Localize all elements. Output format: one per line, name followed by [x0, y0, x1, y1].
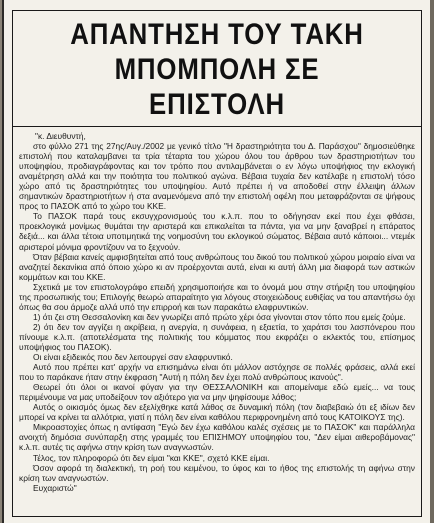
page-fold-shadow — [2, 0, 4, 523]
headline-line-2: ΜΠΟΜΠΟΛΗ ΣΕ ΕΠΙΣΤΟΛΗ — [114, 53, 320, 121]
list-item-2: 2) ότι δεν τον αγγίζει η ακρίβεια, η ανεργία, η συνάφεια, η εξαετία, το χαράτσι του λασπόνερου που πίνουμε κ.λ.π. (αποτελέσματα της πολιτικής του κόμματος που εκφράζει ο εκλεκτός του, επίσημος υποψήφιος του ΠΑΣΟΚ). — [19, 321, 415, 352]
headline-divider — [13, 126, 421, 127]
paragraph: Το ΠΑΣΟΚ παρά τους εκσυγχρονισμούς του κ.λ.π. που το οδήγησαν εκεί που έχει φθάσει, προεκλογικά μονίμως θυμάται την αριστερά και επικαλείται τα πάντα, για να μην ξαναβρεί η επάρατος δεξιά... και άλλα τέτοια υποτιμητικά της νοημοσύνη του εκλογικού σώματος. Βέβαια αυτό κάποιοι... ντεμέκ αριστεροί μόνιμα φροντίζουν να το ξεχνούν. — [19, 211, 415, 252]
paragraph: Τέλος, τον πληροφορώ ότι δεν είμαι "και ΚΚΕ", σχετό ΚΚΕ είμαι. — [33, 452, 270, 463]
list-item-1: 1) ότι ζει στη Θεσσαλονίκη και δεν γνωρίζει από πρώτο χέρι όσα γίνονται στον τόπο που εμείς ζούμε. — [33, 311, 406, 322]
headline — [47, 17, 388, 122]
article-body — [19, 131, 415, 493]
paragraph-signoff: Ευχαριστώ" — [33, 482, 77, 493]
paragraph: Θεωρεί ότι όλοι οι ικανοί φύγαν για την ΘΕΣΣΑΛΟΝΙΚΗ και απομείναμε εδώ εμείς... να τους περιμένουμε να μας υποδείξουν τον αξιότερο για να μην ψηφίσουμε λάθος; — [19, 382, 415, 403]
paragraph: Οι είναι εξιδεικός που δεν λειτουργεί σαν ελαφρυντικό. — [33, 352, 233, 363]
paragraph: Όταν βέβαια κανείς αμφισβητείται από τους ανθρώπους του δικού του πολιτικού χώρου μοιραίο είναι να αναζητεί δεκανίκια από όποιο χώρο κι αν προέρχονται αυτά, είναι κι αυτή άλλη μια διαφορά των αστικών κομμάτων και του ΚΚΕ. — [19, 251, 415, 282]
paragraph-greeting: "κ. Διευθυντή, — [35, 131, 86, 141]
paragraph: Μικροαστοχίες όπως η αντίφαση "Εγώ δεν έχω καθόλου καλές σχέσεις με το ΠΑΣΟΚ" και παράλληλα ανοιχτή δημόσια συνύπαρξη στης γραμμές του ΕΠΙΣΗΜΟΥ υποψηφίου του, "Δεν είμαι αιθεροβάμονας" κ.λ.π. αυτές τις αφήνω στην κρίση των αναγνωστών. — [19, 422, 415, 453]
paragraph: στο φύλλο 271 της 27ης/Αυγ./2002 με γενικό τίτλο "Η δραστηριότητα του Δ. Παράσχου" δημοσιεύθηκε επιστολή που καταλαμβανει τα τρία τέταρτα του χώρου όλου του άρθρου των δραστηριοτήτων του υποψηφίου, προδιαγράφοντας και τον τρόπο που αντιλαμβάνεται ο εν λόγω υποψήφιος την εκλογική αναμέτρηση αλλά και την ποιότητα του πολιτικού αγώνα. Βέβαια τυχαία δεν κατέλαβε η επιστολή τόσο χώρο από τις δραστηριότητες του υποψηφίου. Αυτό πρέπει ή να αποδοθεί στην έλλειψη άλλων σημαντικών δραστηριοτήτων ή στα αναμενόμενα από την επιστολή οφέλη που μεταφράζονται σε ψήφους προς το ΠΑΣΟΚ από το χώρο του ΚΚΕ. — [19, 141, 415, 212]
page-edge-shadow — [430, 0, 434, 523]
newspaper-page — [2, 0, 430, 523]
paragraph: Αυτό που πρέπει κατ' αρχήν να επισημάνω είναι ότι μάλλον αστόχησε σε πολλές φράσεις, αλλά εκεί που το παράκανε ήταν στην έκφραση "Αυτή η πόλη δεν έχει πολύ ανθρώπους ικανούς". — [19, 362, 415, 383]
paragraph: Αυτός ο οικισμός όμως δεν εξελίχθηκε κατά λάθος σε δυναμική πόλη (τον διαβεβαιώ ότι εξ ιδίων δεν μπορεί να κρίνει τα αλλότρια, γιατί η πόλη δεν είναι καθόλου περιφρονημένη από τους ΚΑΤΟΙΚΟΥΣ της). — [19, 402, 415, 423]
article-box — [12, 10, 422, 517]
paragraph: Όσον αφορά τη διαλεκτική, τη ροή του κειμένου, το ύφος και το ήθος της επιστολής τη αφήνω στην κρίση των αναγνωστών. — [19, 462, 415, 483]
paragraph: Σχετικά με τον επιστολογράφο επειδή χρησιμοποιήσε και το όνομά μου στην στήριξη του υποψηφίου της προσωπικής του; Επιλογής θεωρώ απαραίτητο για λόγους στοιχειώδους ευθιξίας να του απαντήσω όχι όπως θα σου άρμοζε αλλά υπό την επιρροή και των παρακάτω ελαφρυντικών. — [19, 281, 415, 312]
headline-line-1: ΑΠΑΝΤΗΣΗ ΤΟΥ ΤΑΚΗ — [70, 18, 364, 51]
